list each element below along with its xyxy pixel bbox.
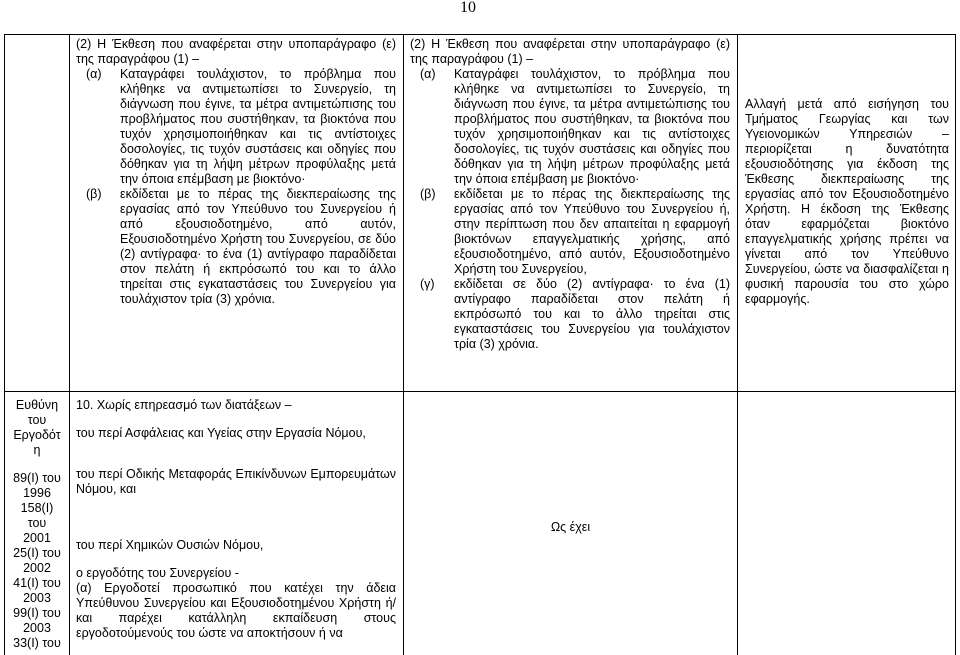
item-text: εκδίδεται με το πέρας της διεκπεραίωσης της εργασίας από τον Υπεύθυνο του Συνεργείου ή από εξουσιοδοτημένο, από αυτόν, Εξουσιοδοτημένο Χρήστη του Συνεργείου, σε δύο (2) αντίγραφα· το ένα (1) αντίγραφο παραδίδεται στον πελάτη ή εκπρόσωπό του και το άλλο τηρείται στις εγκαταστάσεις του Συνεργείου για τουλάχιστον τρία (3) χρόνια. xyxy=(120,187,396,306)
law-line: του περί Οδικής Μεταφοράς Επικίνδυνων Εμπορευμάτων Νόμου, και xyxy=(76,467,396,496)
unchanged-note: Ως έχει xyxy=(550,520,591,534)
heading-line: Εργοδότ xyxy=(13,428,61,442)
item-text: εκδίδεται σε δύο (2) αντίγραφα· το ένα (1) αντίγραφο παραδίδεται στον πελάτη ή εκπρόσωπό του και το άλλο τηρείται στις εγκαταστάσεις του Συνεργείου για τουλάχιστον τρία (3) χρόνια. xyxy=(454,277,730,351)
page-number: 10 xyxy=(460,0,476,16)
item-text: Καταγράφει τουλάχιστον, το πρόβλημα που κλήθηκε να αντιμετωπίσει το Συνεργείο, τη διάγνωση που έγινε, τα μέτρα αντιμετώπισης του προβλήματος που συστήθηκαν, τα βιοκτόνα που τυχόν χρησιμοποιήθηκαν και τις αντίστοιχες δοσολογίες, τις τυχόν συστάσεις και οδηγίες που δόθηκαν για τη λήψη μέτρων προφύλαξης μετά την όποια επέμβαση με βιοκτόνο· xyxy=(454,67,730,186)
list-item xyxy=(410,67,730,187)
row1-current-text xyxy=(76,37,396,307)
col-divider-4 xyxy=(955,34,956,655)
law-ref: 2003 xyxy=(23,591,51,605)
law-ref: 41(I) του xyxy=(13,576,61,590)
law-ref: 158(I) xyxy=(20,501,54,515)
col-divider-2 xyxy=(403,34,404,655)
list-item xyxy=(76,187,396,307)
law-ref: 2002 xyxy=(23,561,51,575)
law-line: ο εργοδότης του Συνεργείου - xyxy=(76,566,239,580)
item-label: (β) xyxy=(420,187,436,201)
item-label: (β) xyxy=(86,187,102,201)
row1-proposed-text xyxy=(410,37,730,352)
col-divider-1 xyxy=(69,34,70,655)
section-title: 10. Χωρίς επηρεασμό των διατάξεων – xyxy=(76,398,292,412)
heading-line: η xyxy=(33,443,41,457)
law-ref: 25(I) του xyxy=(13,546,61,560)
row2-margin-notes xyxy=(5,398,69,651)
table-top-border xyxy=(4,34,955,35)
row1-comment xyxy=(745,97,949,307)
item-text: Καταγράφει τουλάχιστον, το πρόβλημα που κλήθηκε να αντιμετωπίσει το Συνεργείο, τη διάγνωση που έγινε, τα μέτρα αντιμετώπισης του προβλήματος που συστήθηκαν, τα βιοκτόνα που τυχόν χρησιμοποιήθηκαν και τις αντίστοιχες δοσολογίες, τις τυχόν συστάσεις και οδηγίες που δόθηκαν για τη λήψη μέτρων προφύλαξης μετά την όποια επέμβαση με βιοκτόνο· xyxy=(120,67,396,186)
law-ref: 2001 xyxy=(23,531,51,545)
row-divider xyxy=(4,391,955,392)
item-label: (α) xyxy=(86,67,102,81)
law-ref: 33(I) του xyxy=(13,636,61,650)
row2-current-text xyxy=(76,398,396,641)
law-ref: 99(I) του xyxy=(13,606,61,620)
law-line: του περί Χημικών Ουσιών Νόμου, xyxy=(76,538,264,552)
law-ref: 2003 xyxy=(23,621,51,635)
law-ref: 89(I) του xyxy=(13,471,61,485)
col-divider-3 xyxy=(737,34,738,655)
row2-proposed-text xyxy=(404,520,737,535)
heading-line: Ευθύνη xyxy=(15,398,59,412)
comment-text: Αλλαγή μετά από εισήγηση του Τμήματος Γεωργίας και των Υγειονομικών Υπηρεσιών – περιορίζεται η δυνατότητα εξουσιοδότησης για έκδοση της Έκθεσης διεκπεραίωσης της εργασίας από τον Εξουσιοδοτημένο Χρήστη. Η έκδοση της Έκθεσης όταν εφαρμόζεται βιοκτόνο επαγγελματικής χρήσης πρέπει να γίνεται από τον Υπεύθυνο Συνεργείου, ώστε να διασφαλίζεται η φυσική παρουσία του στο χώρο εφαρμογής. xyxy=(745,97,949,306)
report-intro: (2) Η Έκθεση που αναφέρεται στην υποπαράγραφο (ε) της παραγράφου (1) – xyxy=(410,37,730,66)
report-intro: (2) Η Έκθεση που αναφέρεται στην υποπαράγραφο (ε) της παραγράφου (1) – xyxy=(76,37,396,66)
law-line: του περί Ασφάλειας και Υγείας στην Εργασία Νόμου, xyxy=(76,426,366,440)
list-item xyxy=(76,67,396,187)
item-text: εκδίδεται με το πέρας της διεκπεραίωσης της εργασίας από τον Υπεύθυνο του Συνεργείου ή, στην περίπτωση που δεν απαιτείται η εφαρμογή βιοκτόνων επαγγελματικής χρήσης, από εξουσιοδοτημένο, από αυτόν, Εξουσιοδοτημένο Χρήστη του Συνεργείου, xyxy=(454,187,730,276)
item-label: (α) xyxy=(420,67,436,81)
list-item xyxy=(410,277,730,352)
list-item xyxy=(410,187,730,277)
heading-line: του xyxy=(27,413,47,427)
law-ref: του xyxy=(27,516,47,530)
law-line: (α) Εργοδοτεί προσωπικό που κατέχει την άδεια Υπεύθυνου Συνεργείου και Εξουσιοδοτημένου Χρήστη ή/και παρέχει κατάλληλη εκπαίδευση στους εργοδοτούμενούς του ώστε να αποκτήσουν ή να xyxy=(76,581,396,640)
law-ref: 1996 xyxy=(23,486,51,500)
item-label: (γ) xyxy=(420,277,435,291)
